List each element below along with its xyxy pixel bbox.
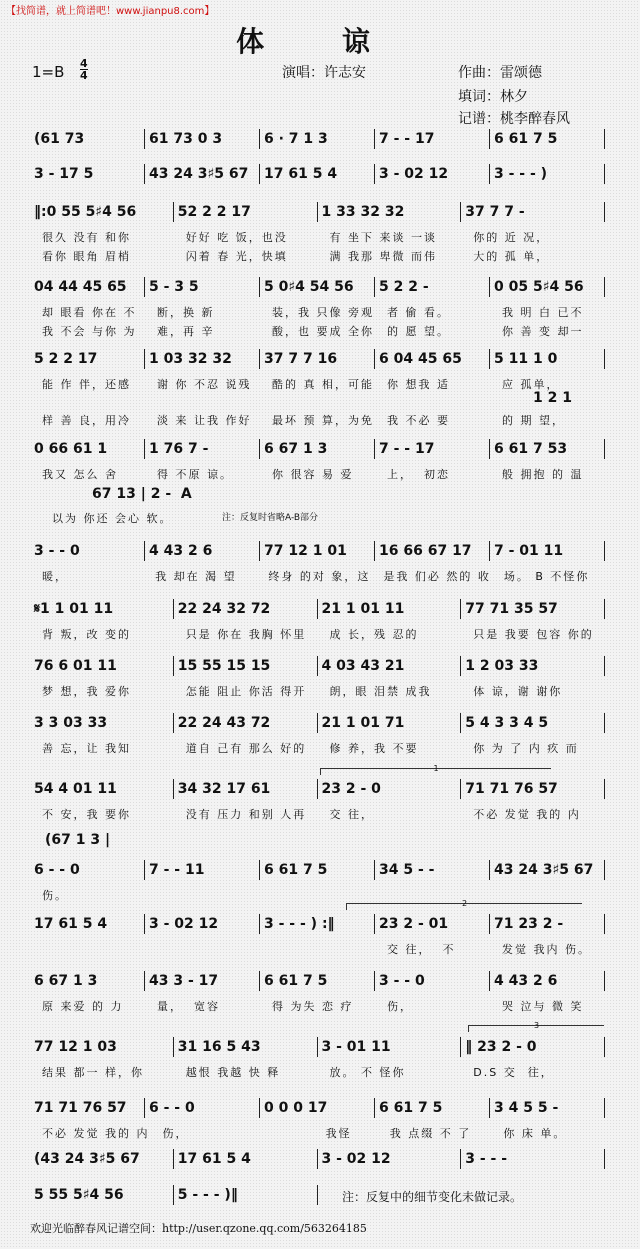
alt-notes: 1 2 1 bbox=[533, 390, 572, 406]
notation-row bbox=[30, 713, 605, 733]
transcriber-credit: 记谱：桃李醉春风 bbox=[458, 111, 570, 127]
end-note: 注：反复中的细节变化未做记录。 bbox=[342, 1190, 523, 1204]
lyric-segment: 样 善 良，用冷 bbox=[42, 414, 131, 427]
lyric-segment: 好好 吃 饭，也没 bbox=[185, 231, 288, 244]
lyric-segment: 伤， bbox=[162, 1127, 189, 1140]
lyric-segment bbox=[145, 940, 260, 959]
lyric-segment: 闪着 春 光，快填 bbox=[185, 250, 288, 263]
lyric-segment: 我 不必 要 bbox=[387, 414, 450, 427]
lyric-segment: 满 我那 卑微 而伟 bbox=[329, 250, 437, 263]
lyric-row bbox=[30, 625, 605, 644]
measure: 43 24 3♯5 67 bbox=[490, 860, 605, 880]
measure: 1 33 32 32 bbox=[318, 202, 462, 222]
notation-row bbox=[30, 914, 605, 934]
score-system bbox=[30, 439, 605, 484]
score-system bbox=[30, 277, 605, 341]
measure: 3 - 02 12 bbox=[145, 914, 260, 934]
measure: 71 71 76 57 bbox=[461, 779, 605, 799]
time-signature bbox=[80, 58, 88, 81]
repeat-note: 注：反复时省略A-B部分 bbox=[222, 513, 319, 523]
measure: 5 2 2 17 bbox=[30, 349, 145, 369]
lyric-segment: 我怪 bbox=[276, 1127, 352, 1140]
lyric-segment: 淡 来 让我 作好 bbox=[157, 414, 252, 427]
measure: 31 16 5 43 bbox=[174, 1037, 318, 1057]
lyric-segment: D.S 交 往， bbox=[473, 1066, 554, 1079]
singer-credit: 演唱：许志安 bbox=[282, 65, 366, 81]
lyric-segment: 得 不原 谅。 bbox=[157, 468, 233, 481]
lyric-segment: 难，再 辛 bbox=[157, 325, 215, 338]
measure: 𝄋1 1 01 11 bbox=[30, 599, 174, 619]
lyric-segment: 是我 们必 然的 收 bbox=[383, 570, 491, 583]
measure: 71 23 2 - bbox=[490, 914, 605, 934]
lyric-segment: 我 点缀 不 了 bbox=[389, 1127, 472, 1140]
lyric-segment: 场。 B 不怪你 bbox=[503, 570, 590, 583]
lyric-segment: 的 愿 望。 bbox=[387, 325, 450, 338]
lyric-segment: 背 叛，改 变的 bbox=[42, 628, 131, 641]
lyric-row bbox=[30, 739, 605, 758]
score-system bbox=[30, 914, 605, 959]
notation-row bbox=[30, 599, 605, 619]
volta-2: 2 bbox=[346, 903, 582, 910]
measure: 3 - - 0 bbox=[30, 541, 145, 561]
lyric-segment: 很久 没有 和你 bbox=[42, 231, 131, 244]
alt-ending-lyrics: 以为 你还 会心 软。 bbox=[52, 512, 173, 525]
lyric-segment: 谢 你 不忍 说残 bbox=[157, 378, 252, 391]
measure: 0 05 5♯4 56 bbox=[490, 277, 605, 297]
measure: 6 61 7 5 bbox=[375, 1098, 490, 1118]
measure: 3 3 03 33 bbox=[30, 713, 174, 733]
lyric-row bbox=[30, 322, 605, 341]
score-system bbox=[30, 349, 605, 430]
measure: 37 7 7 - bbox=[461, 202, 605, 222]
lyric-segment: 怎能 阻止 你活 得开 bbox=[185, 685, 307, 698]
lyric-segment: 酸，也 要成 全你 bbox=[272, 325, 374, 338]
notation-row bbox=[30, 129, 605, 149]
notation-row bbox=[30, 202, 605, 222]
measure: 37 7 7 16 bbox=[260, 349, 375, 369]
measure: 5 0♯4 54 56 bbox=[260, 277, 375, 297]
measure: 43 24 3♯5 67 bbox=[145, 164, 260, 184]
score-system bbox=[30, 129, 605, 149]
score-system bbox=[30, 1098, 605, 1143]
measure: 6 61 7 5 bbox=[260, 860, 375, 880]
time-signature-bottom: 4 bbox=[80, 69, 88, 82]
lyric-segment: 你 为 了 内 疚 而 bbox=[473, 742, 579, 755]
lyric-row bbox=[30, 228, 605, 247]
measure: 3 4 5 5 - bbox=[490, 1098, 605, 1118]
lyric-segment: 得 为失 恋 疗 bbox=[272, 1000, 354, 1013]
measure: 0 0 0 17 bbox=[260, 1098, 375, 1118]
measure: 3 - - - ) :‖ bbox=[260, 914, 375, 934]
measure: 5 - 3 5 bbox=[145, 277, 260, 297]
measure: 0 66 61 1 bbox=[30, 439, 145, 459]
lyric-segment: 你 很容 易 爱 bbox=[272, 468, 354, 481]
score-system bbox=[30, 860, 605, 905]
measure: (61 73 bbox=[30, 129, 145, 149]
lyric-segment: 我 不会 与你 为 bbox=[42, 325, 137, 338]
measure: 21 1 01 11 bbox=[318, 599, 462, 619]
lyric-segment: 断，换 新 bbox=[157, 306, 215, 319]
measure: 7 - - 17 bbox=[375, 439, 490, 459]
measure: 23 2 - 01 bbox=[375, 914, 490, 934]
measure: 6 61 7 5 bbox=[490, 129, 605, 149]
measure: 1 2 03 33 bbox=[461, 656, 605, 676]
lyric-segment: 般 拥抱 的 温 bbox=[502, 468, 584, 481]
measure: 3 - 01 11 bbox=[318, 1037, 462, 1057]
measure: 61 73 0 3 bbox=[145, 129, 260, 149]
measure: 16 66 67 17 bbox=[375, 541, 490, 561]
intro-notes: (67 1 3 | bbox=[45, 832, 111, 848]
lyric-segment: 你 善 变 却一 bbox=[502, 325, 584, 338]
key-signature: 1=B bbox=[32, 63, 65, 81]
lyric-segment: 只是 你在 我胸 怀里 bbox=[185, 628, 307, 641]
alt-ending-notes: 67 13 | 2 - A bbox=[92, 486, 192, 502]
measure: 3 - 17 5 bbox=[30, 164, 145, 184]
lyric-segment bbox=[30, 940, 145, 959]
lyric-segment: 结果 都一 样，你 bbox=[42, 1066, 144, 1079]
lyric-row bbox=[30, 805, 605, 824]
score-system bbox=[30, 656, 605, 701]
lyric-segment: 交 往， 不 bbox=[387, 943, 456, 956]
measure: 77 12 1 03 bbox=[30, 1037, 174, 1057]
lyric-row bbox=[30, 375, 605, 394]
lyric-segment: 却 眼看 你在 不 bbox=[42, 306, 137, 319]
measure: 3 - 02 12 bbox=[375, 164, 490, 184]
measure: 71 71 76 57 bbox=[30, 1098, 145, 1118]
score-system bbox=[30, 1149, 605, 1169]
lyric-row bbox=[30, 1063, 605, 1082]
measure: 04 44 45 65 bbox=[30, 277, 145, 297]
lyric-segment: 朗，眼 泪禁 成我 bbox=[329, 685, 432, 698]
measure: 22 24 32 72 bbox=[174, 599, 318, 619]
measure: 6 · 7 1 3 bbox=[260, 129, 375, 149]
lyric-segment: 交 往， bbox=[329, 808, 374, 821]
lyric-segment: 看你 眼角 眉梢 bbox=[42, 250, 131, 263]
lyric-segment: 发觉 我内 伤。 bbox=[502, 943, 591, 956]
score-system bbox=[30, 713, 605, 758]
measure: 1 76 7 - bbox=[145, 439, 260, 459]
lyric-row bbox=[30, 682, 605, 701]
notation-row bbox=[30, 656, 605, 676]
score-system bbox=[30, 1037, 605, 1082]
lyric-segment: 成 长，残 忍的 bbox=[329, 628, 419, 641]
lyric-segment: 我又 怎么 舍 bbox=[42, 468, 118, 481]
lyric-row bbox=[30, 567, 605, 586]
measure: 5 2 2 - bbox=[375, 277, 490, 297]
measure: 3 - - - ) bbox=[490, 164, 605, 184]
measure: 6 67 1 3 bbox=[30, 971, 145, 991]
measure: 77 12 1 01 bbox=[260, 541, 375, 561]
measure: 17 61 5 4 bbox=[260, 164, 375, 184]
measure: 23 2 - 0 bbox=[318, 779, 462, 799]
lyricist-credit: 填词：林夕 bbox=[458, 89, 528, 105]
measure: 6 - - 0 bbox=[30, 860, 145, 880]
measure: 7 - - 11 bbox=[145, 860, 260, 880]
measure: 5 55 5♯4 56 bbox=[30, 1185, 174, 1205]
measure: ‖:0 55 5♯4 56 bbox=[30, 202, 174, 222]
lyric-row bbox=[30, 940, 605, 959]
notation-row bbox=[30, 1185, 318, 1205]
notation-row bbox=[30, 971, 605, 991]
score-system bbox=[30, 779, 605, 824]
lyric-segment: 道自 己有 那么 好的 bbox=[185, 742, 307, 755]
measure: 54 4 01 11 bbox=[30, 779, 174, 799]
measure: 4 03 43 21 bbox=[318, 656, 462, 676]
notation-row bbox=[30, 164, 605, 184]
lyric-row bbox=[30, 1124, 605, 1143]
lyric-segment: 量， 宽容 bbox=[157, 1000, 220, 1013]
measure: 6 04 45 65 bbox=[375, 349, 490, 369]
measure: 6 61 7 5 bbox=[260, 971, 375, 991]
lyric-segment: 原 来爱 的 力 bbox=[42, 1000, 124, 1013]
lyric-segment: 能 作 伴，还感 bbox=[42, 378, 131, 391]
measure: 17 61 5 4 bbox=[30, 914, 145, 934]
measure: 21 1 01 71 bbox=[318, 713, 462, 733]
notation-row bbox=[30, 277, 605, 297]
lyric-row bbox=[30, 411, 605, 430]
lyric-segment bbox=[260, 940, 375, 959]
measure: 22 24 43 72 bbox=[174, 713, 318, 733]
volta-1: 1 bbox=[320, 768, 551, 775]
measure: ‖ 23 2 - 0 bbox=[461, 1037, 605, 1057]
notation-row bbox=[30, 860, 605, 880]
lyric-segment: 放。 不 怪你 bbox=[329, 1066, 406, 1079]
notation-row bbox=[30, 1037, 605, 1057]
lyric-segment: 有 坐下 来谈 一谈 bbox=[329, 231, 437, 244]
lyric-segment: 暖， bbox=[42, 570, 68, 583]
notation-row bbox=[30, 1149, 605, 1169]
lyric-segment: 体 谅，谢 谢你 bbox=[473, 685, 563, 698]
notation-row bbox=[30, 541, 605, 561]
lyric-segment: 伤。 bbox=[42, 889, 68, 902]
lyric-row bbox=[30, 247, 605, 266]
score-system bbox=[30, 971, 605, 1016]
volta-3: 3 bbox=[468, 1025, 604, 1032]
measure: 5 - - - )‖ bbox=[174, 1185, 318, 1205]
lyric-segment: 只是 我要 包容 你的 bbox=[473, 628, 594, 641]
measure: 3 - - - bbox=[461, 1149, 605, 1169]
measure: 15 55 15 15 bbox=[174, 656, 318, 676]
lyric-segment: 我 明 白 已不 bbox=[502, 306, 584, 319]
measure: 6 - - 0 bbox=[145, 1098, 260, 1118]
lyric-segment: 不必 发觉 我的 内 bbox=[42, 1127, 150, 1140]
measure: 5 11 1 0 bbox=[490, 349, 605, 369]
lyric-segment: 终身 的对 象，这 bbox=[268, 570, 371, 583]
lyric-segment: 我 却在 渴 望 bbox=[155, 570, 237, 583]
measure: (43 24 3♯5 67 bbox=[30, 1149, 174, 1169]
lyric-row bbox=[30, 465, 605, 484]
lyric-segment: 应 孤单， bbox=[502, 378, 560, 391]
measure: 1 03 32 32 bbox=[145, 349, 260, 369]
lyric-segment: 装，我 只像 旁观 bbox=[272, 306, 374, 319]
measure: 6 67 1 3 bbox=[260, 439, 375, 459]
lyric-segment: 梦 想，我 爱你 bbox=[42, 685, 131, 698]
footer-link[interactable]: 欢迎光临醉春风记谱空间：http://user.qzone.qq.com/563264185 bbox=[30, 1222, 367, 1235]
lyric-segment: 者 偷 看。 bbox=[387, 306, 450, 319]
lyric-segment: 哭 泣与 微 笑 bbox=[502, 1000, 584, 1013]
lyric-segment: 善 忘，让 我知 bbox=[42, 742, 131, 755]
lyric-segment: 伤， bbox=[387, 1000, 413, 1013]
measure: 76 6 01 11 bbox=[30, 656, 174, 676]
lyric-segment: 没有 压力 和别 人再 bbox=[185, 808, 307, 821]
notation-row bbox=[30, 1098, 605, 1118]
lyric-segment: 不 安，我 要你 bbox=[42, 808, 131, 821]
score-system bbox=[30, 202, 605, 266]
measure: 77 71 35 57 bbox=[461, 599, 605, 619]
measure: 7 - - 17 bbox=[375, 129, 490, 149]
lyric-segment: 大的 孤 单， bbox=[473, 250, 550, 263]
site-link[interactable]: 【找简谱，就上简谱吧！www.jianpu8.com】 bbox=[6, 6, 215, 17]
lyric-segment: 你的 近 况， bbox=[473, 231, 550, 244]
lyric-row bbox=[30, 997, 605, 1016]
lyric-segment: 越恨 我越 快 释 bbox=[185, 1066, 281, 1079]
lyric-segment: 你 床 单。 bbox=[503, 1127, 567, 1140]
composer-credit: 作曲：雷颂德 bbox=[458, 65, 542, 81]
lyric-row bbox=[30, 303, 605, 322]
lyric-segment: 的 期 望， bbox=[502, 414, 565, 427]
measure: 34 32 17 61 bbox=[174, 779, 318, 799]
lyric-segment: 你 想我 适 bbox=[387, 378, 450, 391]
measure: 52 2 2 17 bbox=[174, 202, 318, 222]
lyric-segment bbox=[145, 886, 260, 905]
measure: 4 43 2 6 bbox=[490, 971, 605, 991]
measure: 43 3 - 17 bbox=[145, 971, 260, 991]
time-signature-top: 4 bbox=[80, 57, 88, 70]
measure: 5 4 3 3 4 5 bbox=[461, 713, 605, 733]
measure: 4 43 2 6 bbox=[145, 541, 260, 561]
measure: 3 - - 0 bbox=[375, 971, 490, 991]
measure: 34 5 - - bbox=[375, 860, 490, 880]
lyric-segment: 最坏 预 算，为免 bbox=[272, 414, 374, 427]
score-system bbox=[30, 541, 605, 586]
notation-row bbox=[30, 779, 605, 799]
notation-row bbox=[30, 349, 605, 369]
lyric-segment: 上， 初恋 bbox=[387, 468, 450, 481]
lyric-segment: 酷的 真 相，可能 bbox=[272, 378, 374, 391]
measure: 7 - 01 11 bbox=[490, 541, 605, 561]
lyric-segment: 不必 发觉 我的 内 bbox=[473, 808, 581, 821]
measure: 6 61 7 53 bbox=[490, 439, 605, 459]
notation-row bbox=[30, 439, 605, 459]
song-title: 体 谅 bbox=[236, 25, 404, 58]
lyric-segment: 修 养，我 不要 bbox=[329, 742, 419, 755]
score-system bbox=[30, 164, 605, 184]
score-system bbox=[30, 599, 605, 644]
measure: 3 - 02 12 bbox=[318, 1149, 462, 1169]
measure: 17 61 5 4 bbox=[174, 1149, 318, 1169]
